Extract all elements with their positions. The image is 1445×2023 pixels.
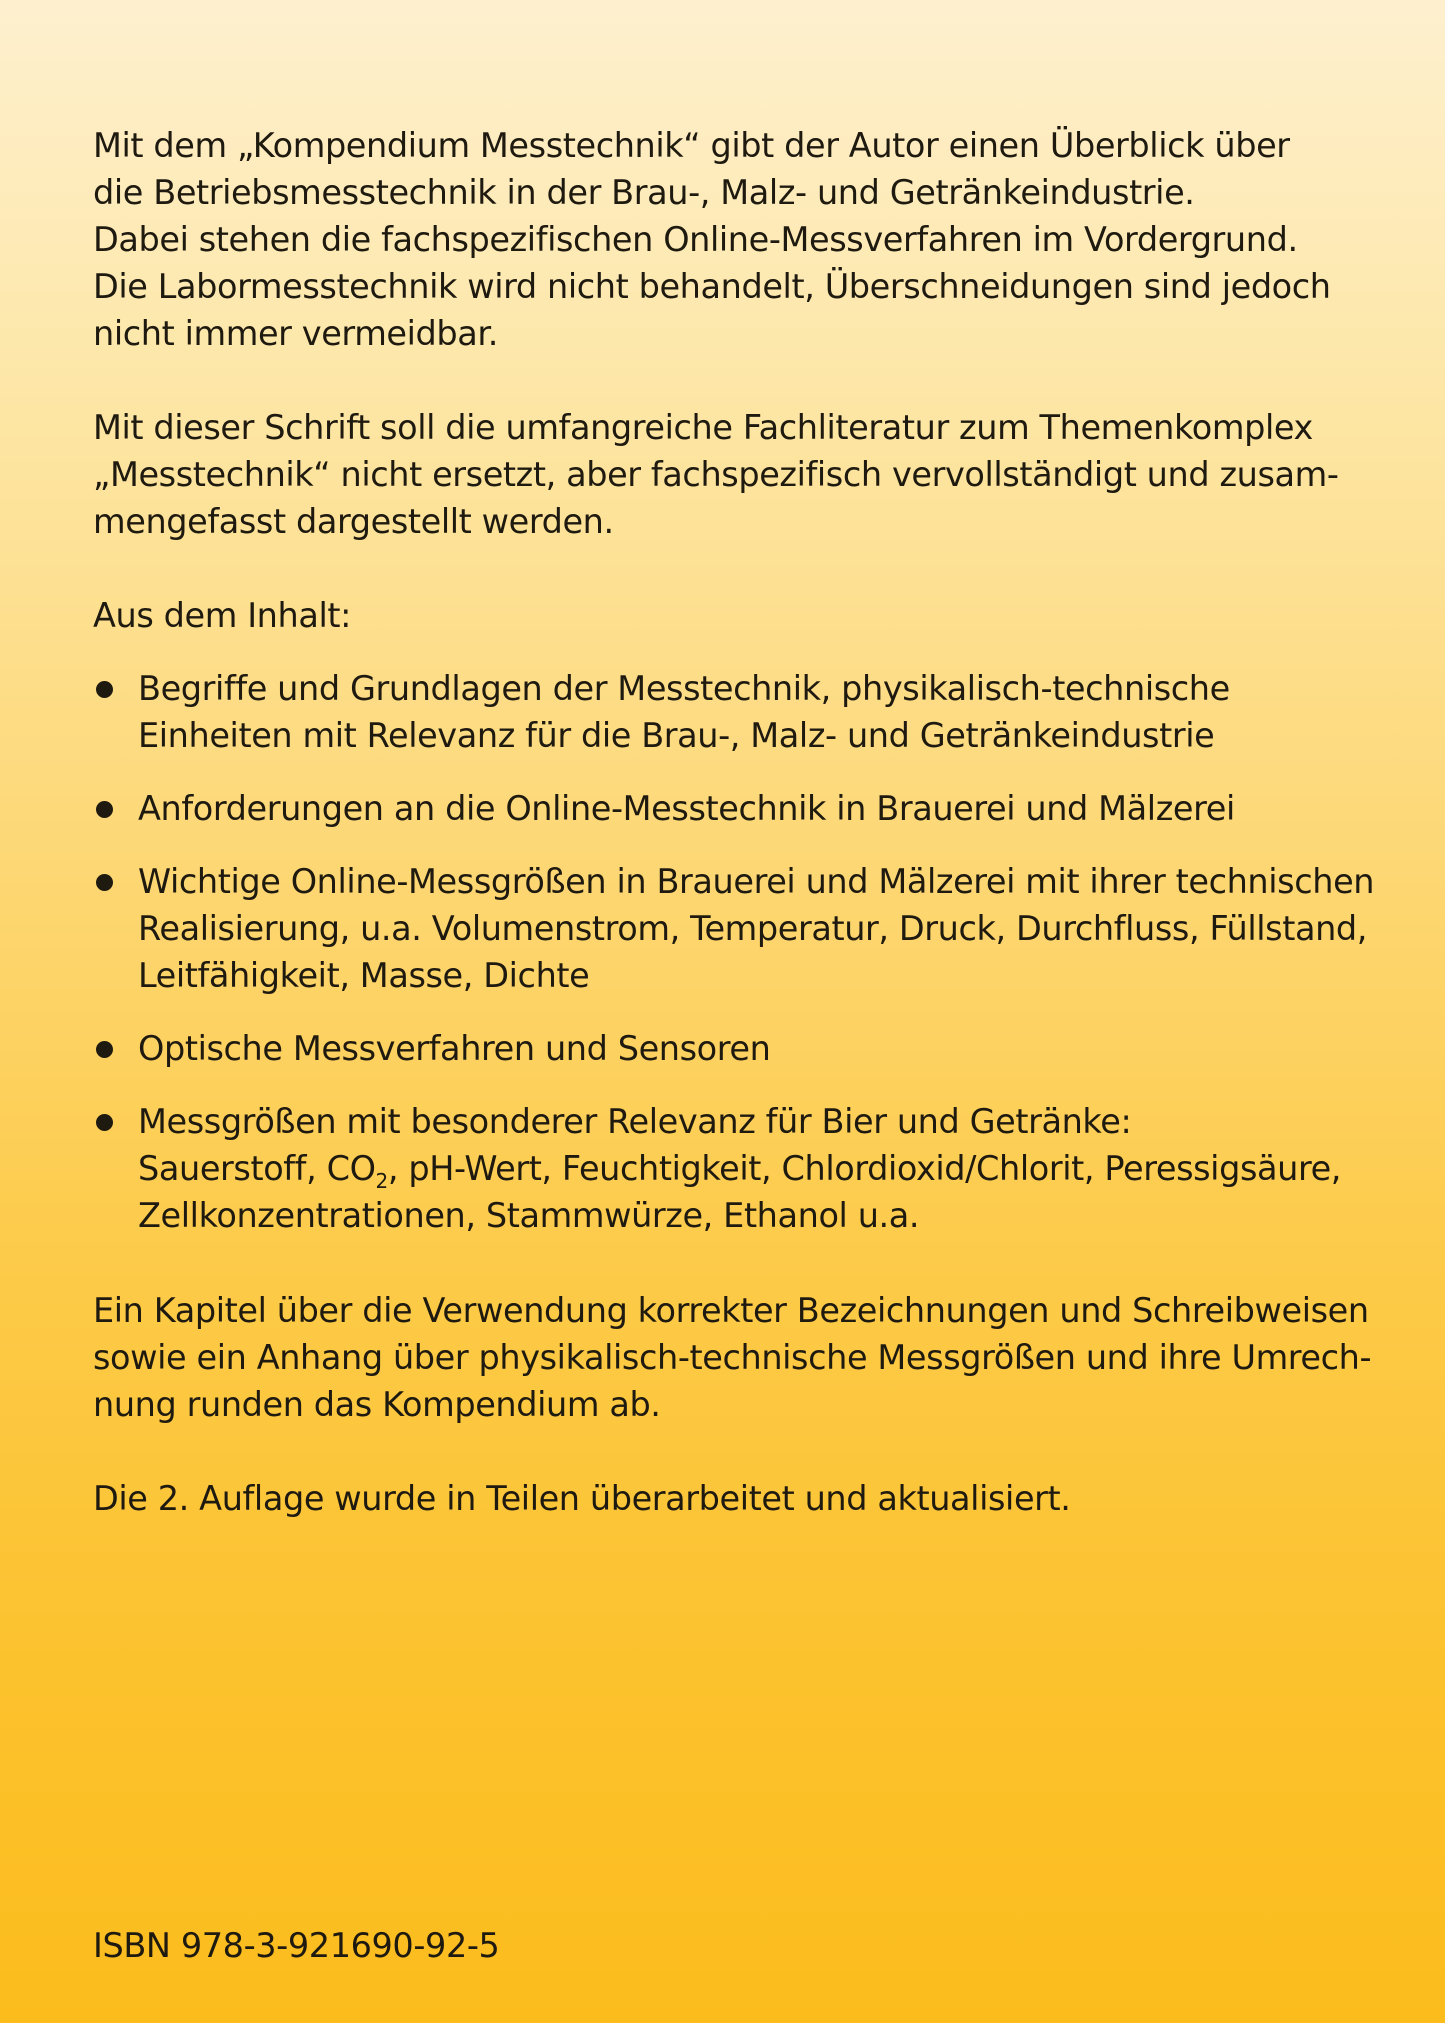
text-line: Begriffe und Grundlagen der Messtechnik, physikalisch-technische (138, 669, 1230, 708)
text-line: Leitfähigkeit, Masse, Dichte (138, 956, 590, 995)
list-item (93, 785, 1383, 832)
text-line: Wichtige Online-Messgrößen in Brauerei und Mälzerei mit ihrer technischen (138, 862, 1375, 901)
text-line: Zellkonzentrationen, Stammwürze, Ethanol u.a. (138, 1196, 920, 1235)
text-line: mengefasst dargestellt werden. (93, 502, 614, 541)
paragraph-appendix (93, 1287, 1383, 1428)
paragraph-overview (93, 122, 1383, 357)
text-line: Mit dieser Schrift soll die umfangreiche Fachliteratur zum Themenkomplex (93, 408, 1313, 447)
list-item (93, 1025, 1383, 1072)
text-line: die Betriebsmesstechnik in der Brau-, Malz- und Getränkeindustrie. (93, 173, 1195, 212)
list-item (93, 858, 1383, 999)
text-line: Einheiten mit Relevanz für die Brau-, Malz- und Getränkeindustrie (138, 716, 1215, 755)
text-line: nung runden das Kompendium ab. (93, 1385, 661, 1424)
text-line: sowie ein Anhang über physikalisch-technische Messgrößen und ihre Umrech- (93, 1338, 1372, 1377)
text-line: Ein Kapitel über die Verwendung korrekter Bezeichnungen und Schreibweisen (93, 1291, 1369, 1330)
blurb (93, 122, 1383, 1522)
isbn: ISBN 978-3-921690-92-5 (93, 1926, 500, 1965)
text-line: Messgrößen mit besonderer Relevanz für Bier und Getränke: (138, 1102, 1132, 1141)
text-line: „Messtechnik“ nicht ersetzt, aber fachspezifisch vervollständigt und zusam- (93, 455, 1339, 494)
text-line: Anforderungen an die Online-Messtechnik in Brauerei und Mälzerei (138, 789, 1235, 828)
contents-intro: Aus dem Inhalt: (93, 596, 352, 635)
bullet-icon (96, 874, 113, 891)
text-line: Realisierung, u.a. Volumenstrom, Temperatur, Druck, Durchfluss, Füllstand, (138, 909, 1368, 948)
bullet-icon (96, 801, 113, 818)
list-item (93, 1098, 1383, 1239)
text-line: Optische Messverfahren und Sensoren (138, 1029, 771, 1068)
paragraph-edition: Die 2. Auflage wurde in Teilen überarbeitet und aktualisiert. (93, 1479, 1071, 1518)
bullet-icon (96, 1041, 113, 1058)
text-fragment: Sauerstoff, CO (138, 1149, 376, 1188)
text-line (138, 1145, 1383, 1192)
list-item (93, 665, 1383, 759)
text-line: Dabei stehen die fachspezifischen Online-Messverfahren im Vordergrund. (93, 220, 1298, 259)
bullet-icon (96, 681, 113, 698)
text-line: Die Labormesstechnik wird nicht behandelt, Überschneidungen sind jedoch (93, 267, 1331, 306)
text-line: nicht immer vermeidbar. (93, 314, 498, 353)
paragraph-purpose (93, 404, 1383, 545)
text-line: Mit dem „Kompendium Messtechnik“ gibt der Autor einen Überblick über (93, 126, 1290, 165)
subscript: 2 (375, 1169, 388, 1193)
text-fragment: , pH-Wert, Feuchtigkeit, Chlordioxid/Chlorit, Peressigsäure, (387, 1149, 1342, 1188)
contents-list (93, 665, 1383, 1239)
bullet-icon (96, 1114, 113, 1131)
